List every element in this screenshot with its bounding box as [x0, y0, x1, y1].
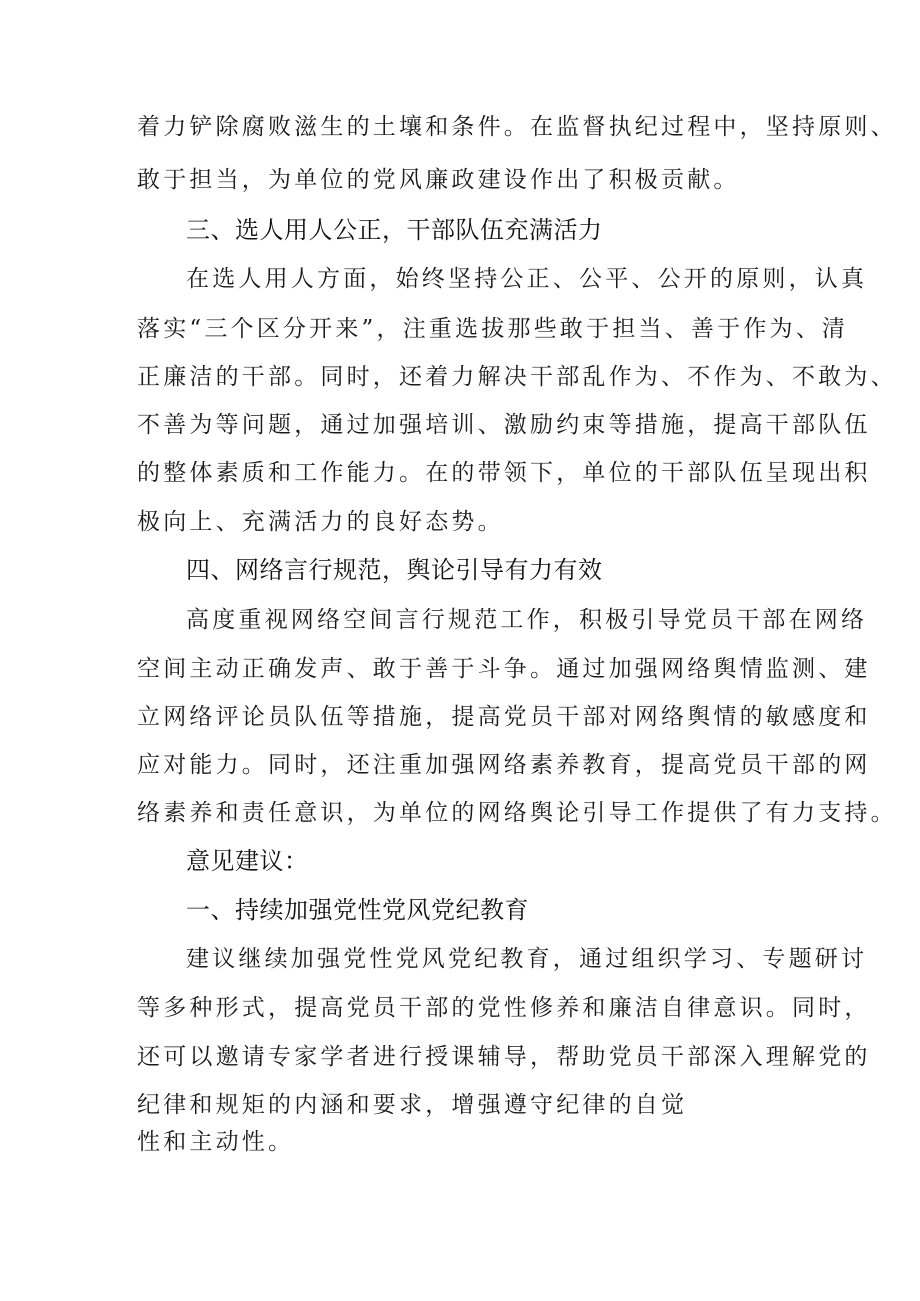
body-text-line: 络素养和责任意识，为单位的网络舆论引导工作提供了有力支持。: [137, 800, 897, 826]
body-text-line: 极向上、充满活力的良好态势。: [137, 509, 504, 535]
section-heading-3: 三、选人用人公正，干部队伍充满活力: [186, 216, 603, 244]
section-heading-4: 四、网络言行规范，舆论引导有力有效: [186, 556, 603, 584]
section-heading-suggestion-1: 一、持续加强党性党风党纪教育: [186, 896, 529, 924]
body-text-line: 的整体素质和工作能力。在的带领下，单位的干部队伍呈现出积: [137, 460, 871, 486]
body-text-line: 敢于担当，为单位的党风廉政建设作出了积极贡献。: [137, 167, 740, 193]
body-text-line: 正廉洁的干部。同时，还着力解决干部乱作为、不作为、不敢为、: [137, 364, 897, 390]
body-text-line: 建议继续加强党性党风党纪教育，通过组织学习、专题研讨: [186, 946, 868, 972]
body-text-line: 不善为等问题，通过加强培训、激励约束等措施，提高干部队伍: [137, 412, 871, 438]
body-text-line: 着力铲除腐败滋生的土壤和条件。在监督执纪过程中，坚持原则、: [137, 114, 897, 140]
body-text-line: 等多种形式，提高党员干部的党性修养和廉洁自律意识。同时，: [137, 995, 871, 1021]
suggestions-heading: 意见建议：: [186, 847, 309, 875]
body-text-line: 落实“三个区分开来”，注重选拔那些敢于担当、善于作为、清: [137, 316, 849, 342]
body-text-line: 性和主动性。: [137, 1129, 295, 1155]
body-text-line: 纪律和规矩的内涵和要求，增强遵守纪律的自觉: [137, 1092, 688, 1118]
body-text-line: 高度重视网络空间言行规范工作，积极引导党员干部在网络: [186, 607, 868, 633]
body-text-line: 立网络评论员队伍等措施，提高党员干部对网络舆情的敏感度和: [137, 704, 871, 730]
body-text-line: 在选人用人方面，始终坚持公正、公平、公开的原则，认真: [186, 266, 868, 292]
body-text-line: 还可以邀请专家学者进行授课辅导，帮助党员干部深入理解党的: [137, 1044, 871, 1070]
body-text-line: 空间主动正确发声、敢于善于斗争。通过加强网络舆情监测、建: [137, 656, 871, 682]
body-text-line: 应对能力。同时，还注重加强网络素养教育，提高党员干部的网: [137, 752, 871, 778]
